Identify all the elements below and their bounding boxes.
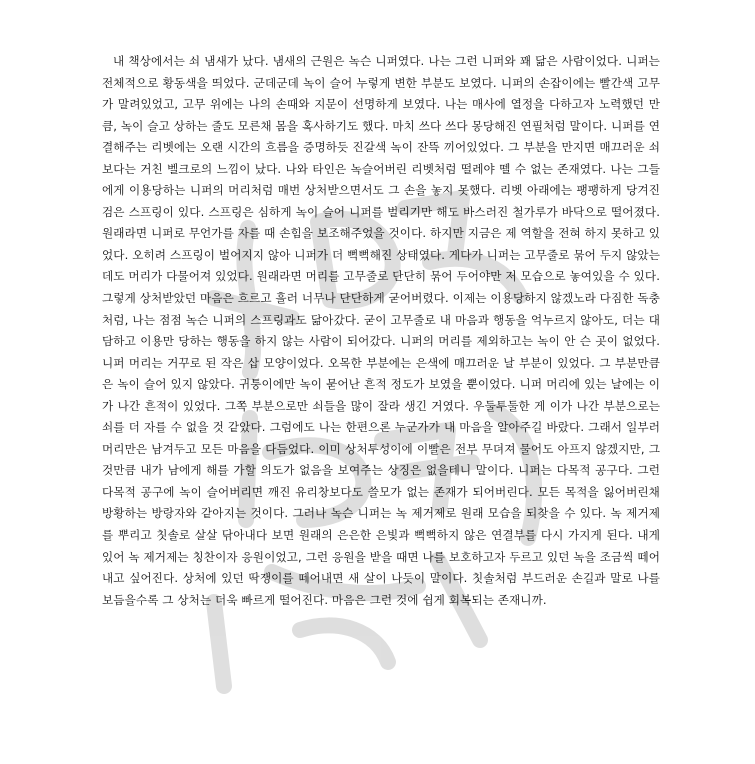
essay-body-text: 내 책상에서는 쇠 냄새가 났다. 냄새의 근원은 녹슨 니퍼였다. 나는 그런 니퍼와 꽤 닮은 사람이었다. 니퍼는 전체적으로 황동색을 띄었다. 군데군데 녹이 슬어 누렇게 변한 부분도 보였다. 니퍼의 손잡이에는 빨간색 고무가 말려있었고, 고무 위에는 나의 손때와 지문이 선명하게 보였다. 나는 매사에 열정을 다하고자 노력했던 만큼, 녹이 슬고 상하는 줄도 모른채 몸을 혹사하기도 했다. 마치 쓰다 쓰다 몽당해진 연필처럼 말이다. 니퍼를 연결해주는 리벳에는 오랜 시간의 흐름을 증명하듯 진갈색 녹이 잔뜩 끼어있었다. 그 부분을 만지면 매끄러운 쇠보다는 거친 벨크로의 느낌이 났다. 나와 타인은 녹슬어버린 리벳처럼 떨레야 뗄 수 없는 존재였다. 나는 그들에게 이용당하는 니퍼의 머리처럼 매번 상처받으면서도 그 손을 놓지 못했다. 리벳 아래에는 팽팽하게 당겨진 검은 스프링이 있다. 스프링은 심하게 녹이 슬어 니퍼를 벌리기만 해도 바스러진 철가루가 바닥으로 떨어졌다. 원래라면 니퍼로 무언가를 자를 때 손힘을 보조해주었을 것이다. 하지만 지금은 제 역할을 전혀 하지 못하고 있었다. 오히려 스프링이 벌어지지 않아 니퍼가 더 뻑뻑해진 상태였다. 게다가 니퍼는 고무줄로 묶어 두지 않았는데도 머리가 다물어져 있었다. 원래라면 머리를 고무줄로 단단히 묶어 두어야만 저 모습으로 놓여있을 수 있다. 그렇게 상처받았던 마음은 흐르고 흘러 너무나 단단하게 굳어버렸다. 이제는 이용당하지 않겠노라 다짐한 독충처럼, 나는 점점 녹슨 니퍼의 스프링과도 닮아갔다. 굳이 고무줄로 내 마음과 행동을 억누르지 않아도, 더는 대담하고 이용만 당하는 행동을 하지 않는 사람이 되어갔다. 니퍼의 머리를 제외하고는 녹이 안 슨 곳이 없었다. 니퍼 머리는 거꾸로 된 작은 삽 모양이었다. 오목한 부분에는 은색에 매끄러운 날 부분이 있었다. 그 부분만큼은 녹이 슬어 있지 않았다. 귀퉁이에만 녹이 묻어난 흔적 정도가 보였을 뿐이었다. 니퍼 머리에 있는 날에는 이가 나간 흔적이 있었다. 그쪽 부분으로만 쇠들을 많이 잘라 생긴 거였다. 우둘투둘한 게 이가 나간 부분으로는 쇠를 더 자를 수 없을 것 같았다. 그럼에도 나는 한편으론 누군가가 내 마음을 알아주길 바랐다. 그래서 일부러 머리만은 남겨두고 모든 마음을 다듬었다. 이미 상처투성이에 이빨은 전부 무뎌져 물어도 아프지 않겠지만, 그것만큼 내가 남에게 해를 가할 의도가 없음을 보여주는 상징은 없을테니 말이다. 니퍼는 다목적 공구다. 그런 다목적 공구에 녹이 슬어버리면 깨진 유리창보다도 쓸모가 없는 존재가 되어버린다. 모든 목적을 잃어버린채 방황하는 방랑자와 같아지는 것이다. 그러나 녹슨 니퍼는 녹 제거제로 원래 모습을 되찾을 수 있다. 녹 제거제를 뿌리고 칫솔로 살살 닦아내다 보면 원래의 은은한 은빛과 뻑뻑하지 않은 연결부를 다시 가지게 된다. 내게 있어 녹 제거제는 칭찬이자 응원이었고, 그런 응원을 받을 때면 나를 보호하고자 두르고 있던 녹을 조금씩 떼어내고 싶어진다. 상처에 있던 딱쟁이를 떼어내면 새 살이 나듯이 말이다. 칫솔처럼 부드러운 손길과 말로 나를 보듬을수록 그 상처는 더욱 빠르게 떨어진다. 마음은 그런 것에 쉽게 회복되는 존재니까. <box>102 54 660 607</box>
